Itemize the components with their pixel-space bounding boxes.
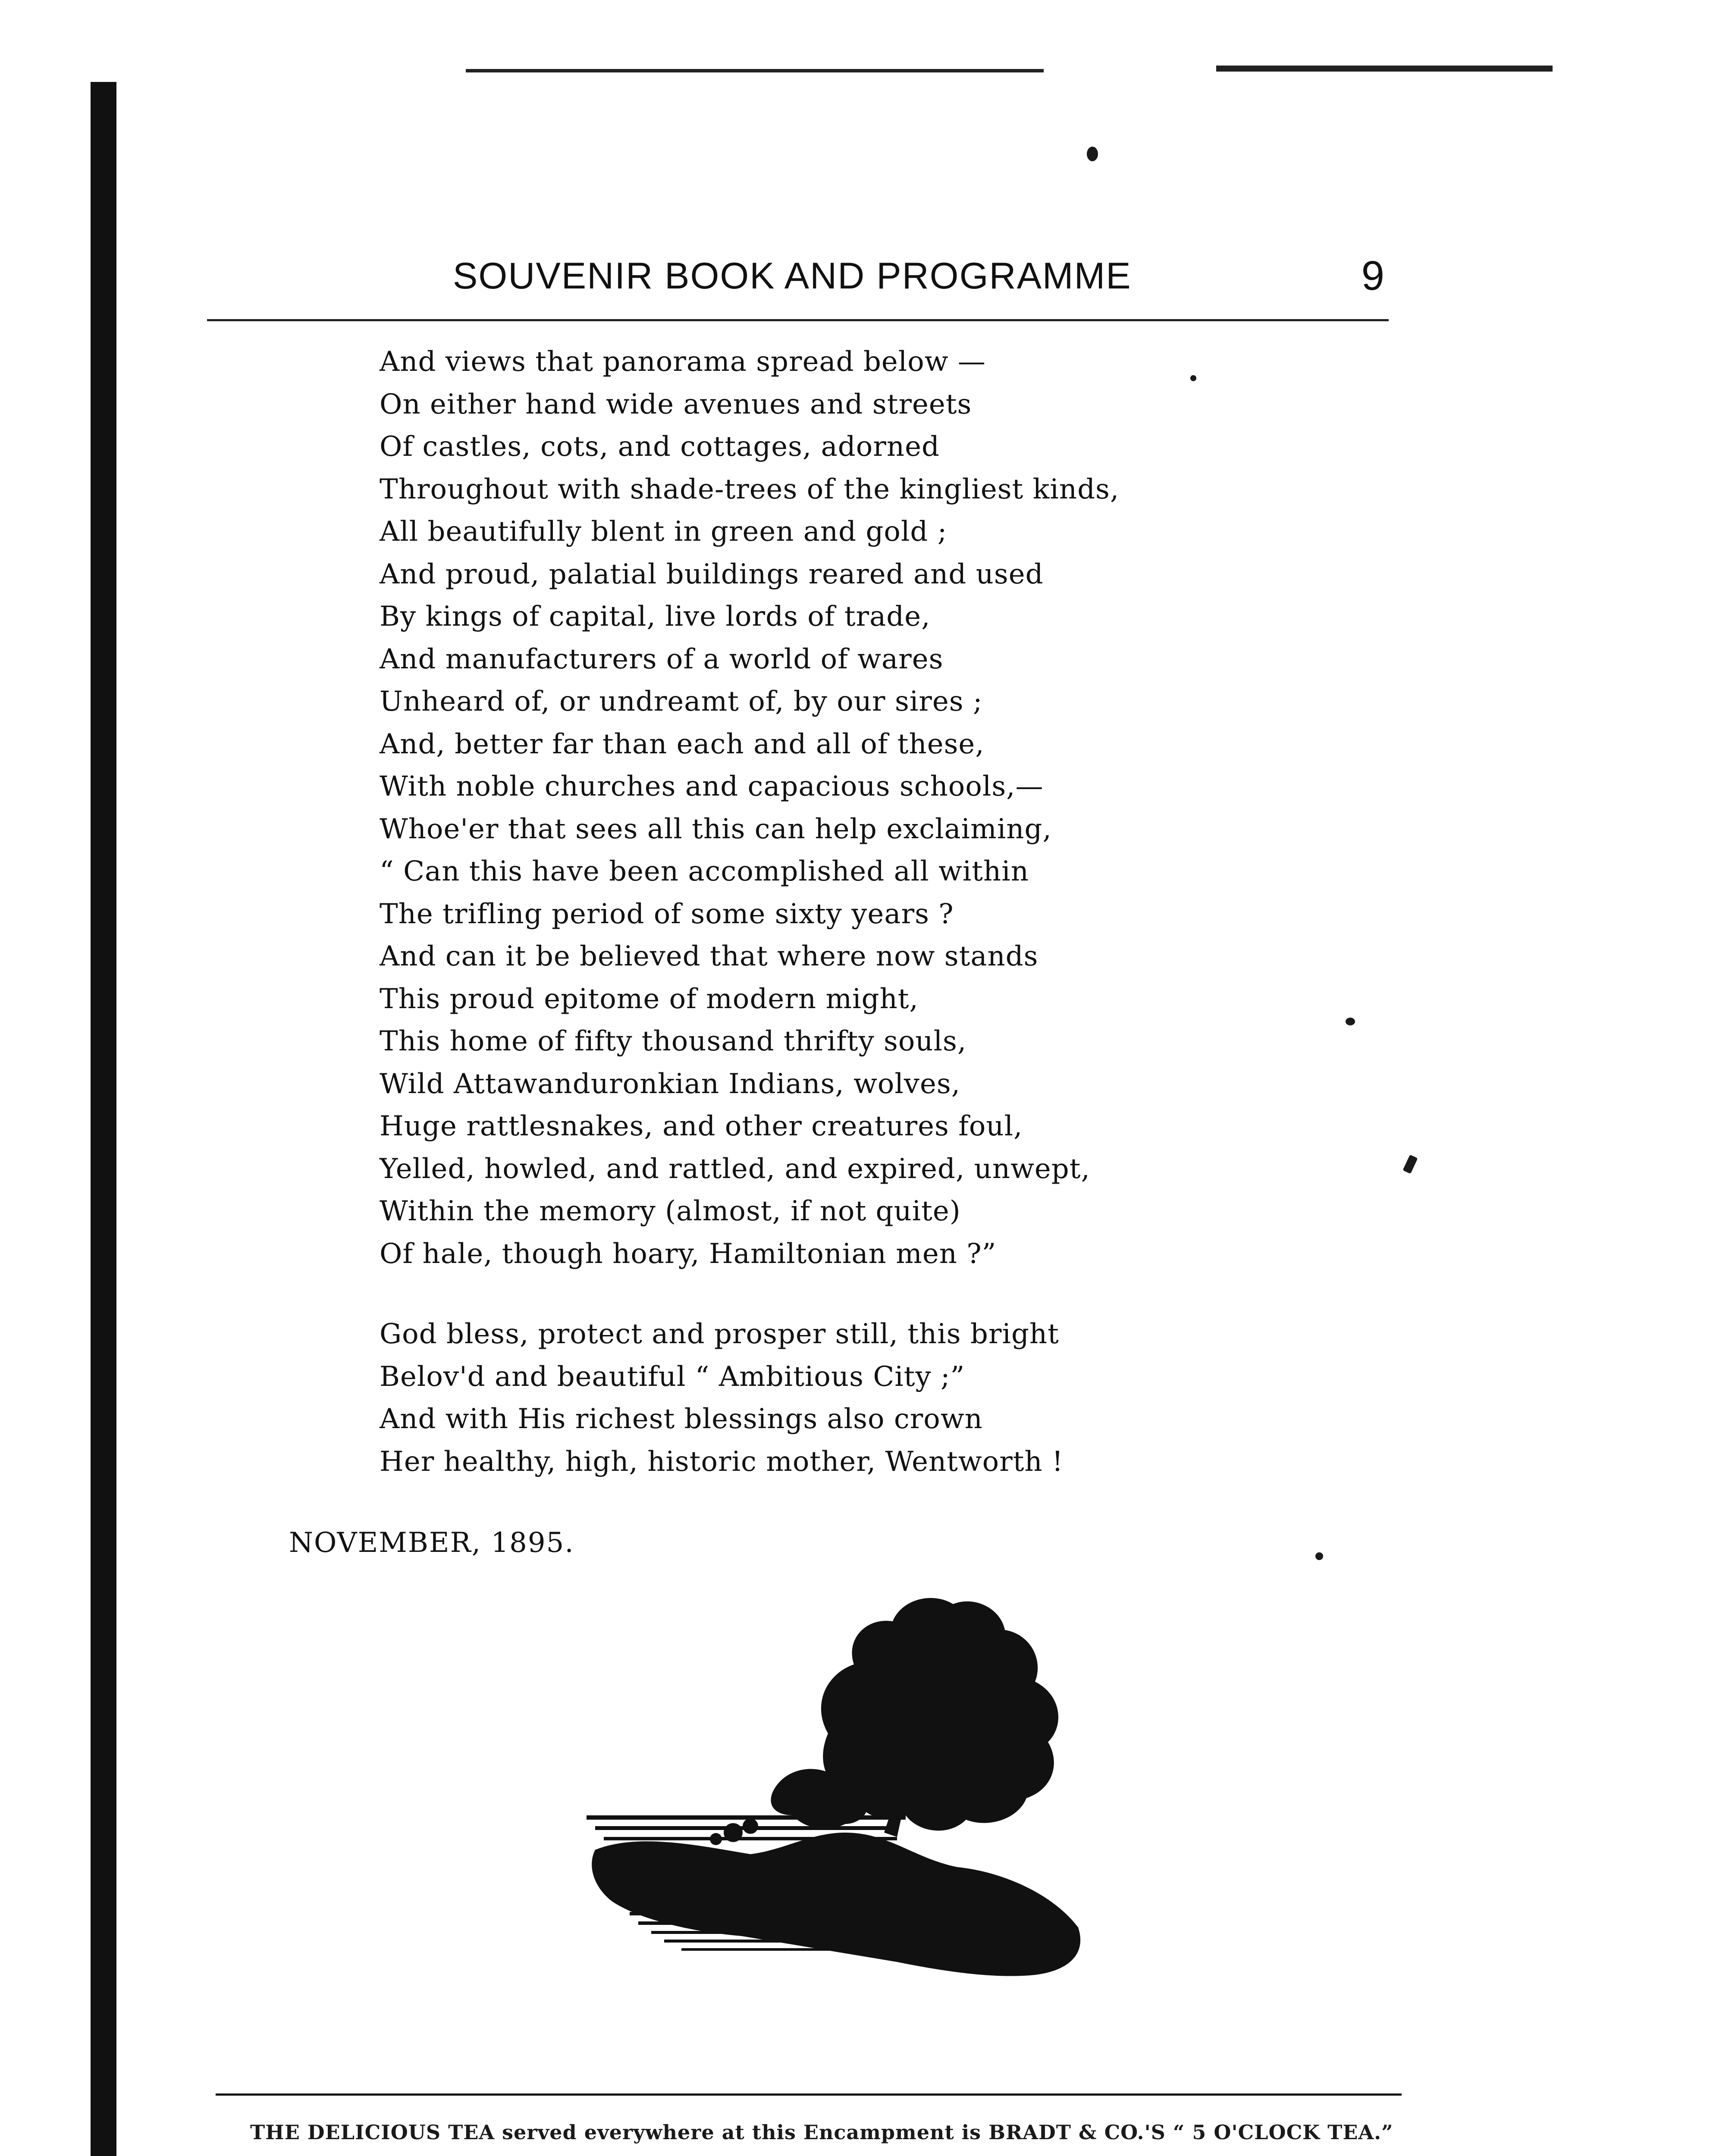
advertisement-footer: THE DELICIOUS TEA served everywhere at this Encampment is BRADT & CO.'S “ 5 O'CLOCK TEA.” <box>250 2121 1393 2144</box>
poem-stanza <box>380 341 1242 1275</box>
page-header <box>211 252 1384 308</box>
poem-line: Throughout with shade-trees of the kingliest kinds, <box>380 473 1120 505</box>
poem-stanza <box>380 1313 1242 1483</box>
poem-line: Yelled, howled, and rattled, and expired, unwept, <box>380 1153 1090 1185</box>
poem-line: “ Can this have been accomplished all within <box>380 856 1029 887</box>
poem-line: The trifling period of some sixty years ? <box>380 898 954 930</box>
poem-line: Whoe'er that sees all this can help exclaiming, <box>380 813 1052 845</box>
scan-speck <box>1402 1155 1418 1174</box>
poem-line: And, better far than each and all of these, <box>380 728 985 760</box>
poem-line: Huge rattlesnakes, and other creatures foul, <box>380 1110 1023 1142</box>
poem-line: With noble churches and capacious schools,— <box>380 771 1044 802</box>
scan-speck <box>1346 1018 1355 1025</box>
poem-line: And views that panorama spread below — <box>380 346 986 378</box>
poem-line: God bless, protect and prosper still, this bright <box>380 1318 1059 1350</box>
scan-artifact-top-left <box>466 69 1044 72</box>
poem-line: Of castles, cots, and cottages, adorned <box>380 431 940 463</box>
dateline: NOVEMBER, 1895. <box>289 1527 574 1559</box>
scan-speck <box>1315 1552 1323 1560</box>
poem-line: And proud, palatial buildings reared and used <box>380 558 1044 590</box>
poem-line: Within the memory (almost, if not quite) <box>380 1195 961 1227</box>
poem-line: Her healthy, high, historic mother, Wentworth ! <box>380 1445 1064 1478</box>
poem-body <box>380 341 1242 1483</box>
page-binding-edge <box>91 82 116 2156</box>
page-number: 9 <box>1361 253 1384 299</box>
header-rule <box>207 319 1389 321</box>
scan-speck <box>1087 147 1098 161</box>
footer-rule <box>216 2093 1402 2096</box>
poem-line: Of hale, though hoary, Hamiltonian men ?” <box>380 1238 997 1270</box>
poem-line: And can it be believed that where now stands <box>380 940 1038 972</box>
running-title: SOUVENIR BOOK AND PROGRAMME <box>453 255 1132 297</box>
poem-line: Belov'd and beautiful “ Ambitious City ;” <box>380 1360 965 1393</box>
poem-line: This home of fifty thousand thrifty souls, <box>380 1025 967 1057</box>
poem-line: On either hand wide avenues and streets <box>380 388 972 420</box>
poem-line: This proud epitome of modern might, <box>380 983 919 1015</box>
poem-line: Unheard of, or undreamt of, by our sires ; <box>380 686 983 718</box>
poem-line: Wild Attawanduronkian Indians, wolves, <box>380 1068 961 1100</box>
poem-line: By kings of capital, live lords of trade, <box>380 601 931 633</box>
poem-line: All beautifully blent in green and gold ; <box>380 516 947 548</box>
scan-artifact-top-right <box>1216 66 1553 72</box>
poem-line: And with His richest blessings also crown <box>380 1403 983 1435</box>
poem-line: And manufacturers of a world of wares <box>380 643 944 675</box>
tree-vignette-illustration <box>587 1591 1121 2022</box>
